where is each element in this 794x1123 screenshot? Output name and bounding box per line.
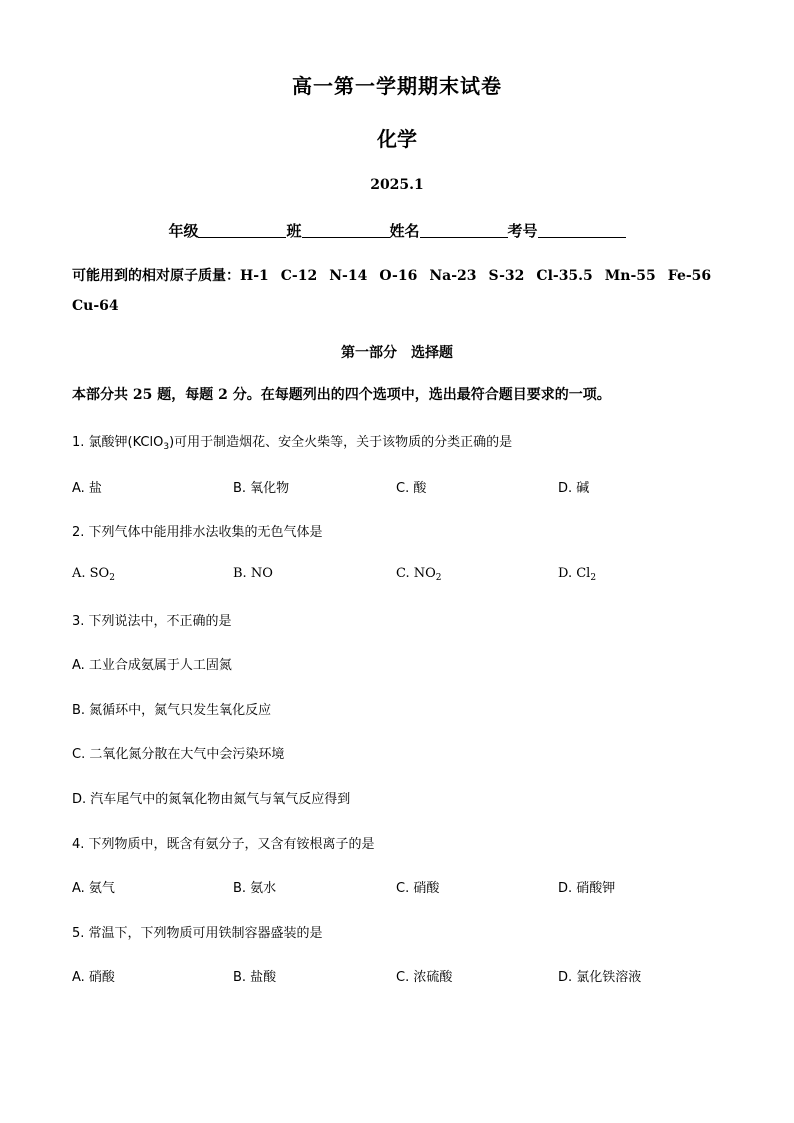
subject-title: 化学 [377,127,417,151]
question-5-option-b[interactable]: B. 盐酸 [233,970,277,985]
question-3-option-b[interactable]: B. 氮循环中，氮气只发生氧化反应 [72,703,272,718]
mass-item: Fe-56 [667,268,712,284]
question-3-option-a[interactable]: A. 工业合成氨属于人工固氮 [72,658,232,673]
name-blank[interactable] [420,223,508,238]
question-number: 5. [72,926,85,941]
student-info-line [0,220,794,241]
section-instruction: 本部分共 25 题，每题 2 分。在每题列出的四个选项中，选出最符合题目要求的一项。 [72,387,611,403]
grade-label: 年级 [168,222,199,240]
question-number: 1. [72,435,85,450]
mass-item: C-12 [280,268,318,284]
atomic-masses-label: 可能用到的相对原子质量： [72,268,240,284]
section-heading [0,342,794,362]
question-5-option-c[interactable]: C. 浓硫酸 [396,970,453,985]
question-1-option-c[interactable]: C. 酸 [396,481,427,496]
question-1-stem: 1. 氯酸钾(KClO$_3$)可用于制造烟花、安全火柴等，关于该物质的分类正确的是 [72,435,513,452]
mass-item: Mn-55 [604,268,656,284]
question-3-option-d[interactable]: D. 汽车尾气中的氮氧化物由氮气与氧气反应得到 [72,792,351,807]
section-part: 第一部分 [341,345,397,361]
question-5-option-d[interactable]: D. 氯化铁溶液 [558,970,642,985]
question-2-option-a[interactable]: A. $SO_2$ [72,566,115,583]
question-3-stem: 3. 下列说法中，不正确的是 [72,614,232,629]
question-5-option-a[interactable]: A. 硝酸 [72,970,115,985]
grade-blank[interactable] [198,223,286,238]
mass-item: H-1 [240,268,269,284]
name-label: 姓名 [389,222,420,240]
question-2-option-c[interactable]: C. $NO_2$ [396,566,442,583]
exam-title: 高一第一学期期末试卷 [292,74,502,98]
question-4-option-d[interactable]: D. 硝酸钾 [558,881,616,896]
mass-item: Cu-64 [72,298,119,314]
question-2-stem: 2. 下列气体中能用排水法收集的无色气体是 [72,525,323,540]
mass-item: O-16 [379,268,418,284]
atomic-masses [72,261,732,321]
question-1-option-a[interactable]: A. 盐 [72,481,102,496]
question-number: 4. [72,837,85,852]
mass-item: N-14 [329,268,368,284]
mass-item: S-32 [488,268,525,284]
question-3-option-c[interactable]: C. 二氧化氮分散在大气中会污染环境 [72,747,285,762]
class-label: 班 [286,222,302,240]
exam-date: 2025.1 [370,177,424,193]
section-name: 选择题 [411,345,453,361]
id-label: 考号 [507,222,538,240]
question-number: 2. [72,525,85,540]
question-4-option-a[interactable]: A. 氨气 [72,881,115,896]
question-4-option-c[interactable]: C. 硝酸 [396,881,440,896]
question-5-stem: 5. 常温下，下列物质可用铁制容器盛装的是 [72,926,323,941]
question-2-option-b[interactable]: B. NO [233,566,273,581]
mass-item: Na-23 [429,268,477,284]
question-1-option-b[interactable]: B. 氧化物 [233,481,290,496]
question-2-option-d[interactable]: D. $Cl_2$ [558,566,597,583]
mass-item: Cl-35.5 [536,268,593,284]
question-1-option-d[interactable]: D. 碱 [558,481,590,496]
class-blank[interactable] [302,223,390,238]
question-number: 3. [72,614,85,629]
question-4-stem: 4. 下列物质中，既含有氨分子，又含有铵根离子的是 [72,837,375,852]
id-blank[interactable] [538,223,626,238]
question-4-option-b[interactable]: B. 氨水 [233,881,277,896]
